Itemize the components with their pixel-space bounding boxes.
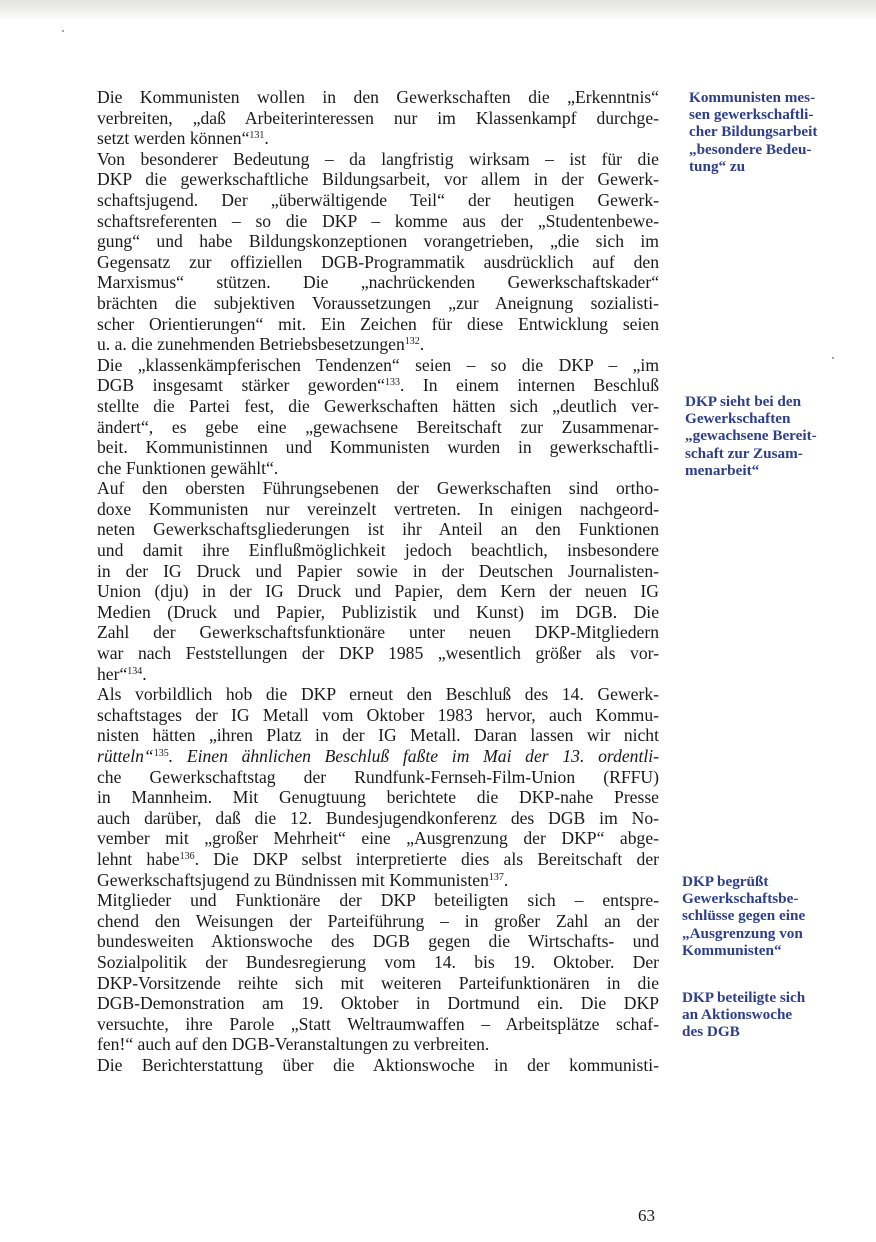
- paragraph: [97, 355, 659, 479]
- footnote-ref: 137: [488, 871, 504, 883]
- text-line: [97, 664, 659, 685]
- text-line: [97, 375, 659, 396]
- margin-note-line: DKP sieht bei den: [685, 393, 802, 410]
- margin-note-line: Kommunisten“: [682, 941, 782, 959]
- text-line: brächten die subjektiven Voraussetzungen „zur Aneignung sozialisti-: [97, 292, 659, 313]
- scan-speck: [62, 30, 64, 32]
- text-line: Mitglieder und Funktionäre der DKP beteiligten sich – entspre-: [97, 890, 659, 911]
- page-top-shadow: [0, 0, 876, 22]
- text-line: DKP die gewerkschaftliche Bildungsarbeit, vor allem in der Gewerk-: [97, 169, 659, 190]
- margin-note-line: DKP beteiligte sich: [682, 989, 806, 1006]
- text-line: Die „klassenkämpferischen Tendenzen“ seien – so die DKP – „im: [97, 354, 659, 375]
- text-fragment: .: [264, 128, 269, 149]
- text-line: fen!“ auch auf den DGB-Veranstaltungen zu verbreiten.: [97, 1034, 490, 1055]
- text-line: [97, 870, 659, 891]
- text-line: beit. Kommunistinnen und Kommunisten wurden in gewerkschaftli-: [97, 437, 659, 458]
- text-line: auch darüber, daß die 12. Bundesjugendkonferenz des DGB im No-: [97, 807, 659, 828]
- text-line: Von besonderer Bedeutung – da langfristig wirksam – ist für die: [97, 148, 659, 169]
- text-line: Zahl der Gewerkschaftsfunktionäre unter neuen DKP-Mitgliedern: [97, 622, 659, 643]
- text-line: schaftstages der IG Metall vom Oktober 1983 hervor, auch Kommu-: [97, 704, 659, 725]
- text-line: che Gewerkschaftstag der Rundfunk-Fernseh-Film-Union (RFFU): [97, 766, 659, 787]
- text-line: schaftsjugend. Der „überwältigende Teil“ der heutigen Gewerk-: [97, 189, 659, 210]
- text-line: vember mit „großer Mehrheit“ eine „Ausgrenzung der DKP“ abge-: [97, 828, 659, 849]
- margin-note-line: an Aktionswoche: [682, 1006, 793, 1024]
- text-fragment: her“: [97, 663, 128, 684]
- text-line: Als vorbildlich hob die DKP erneut den Beschluß des 14. Gewerk-: [97, 684, 659, 705]
- margin-note: [682, 989, 805, 1041]
- paragraph: [97, 1055, 659, 1076]
- text-fragment: .: [142, 663, 147, 684]
- text-line: scher Orientierungen“ mit. Ein Zeichen für diese Entwicklung seien: [97, 313, 659, 334]
- text-fragment: rütteln“: [97, 746, 154, 766]
- margin-note-line: „gewachsene Bereit-: [685, 427, 817, 445]
- text-line: Union (dju) in der IG Druck und Papier, dem Kern der neuen IG: [97, 581, 659, 602]
- text-fragment: . In einem internen Beschluß: [399, 375, 659, 396]
- margin-note-line: Kommunisten mes-: [689, 89, 816, 106]
- text-fragment: . Die DKP selbst interpretierte dies als Bereitschaft der: [194, 848, 659, 869]
- paragraph: [97, 478, 659, 684]
- text-line: Gegensatz zur offiziellen DGB-Programmatik ausdrücklich auf den: [97, 251, 659, 272]
- text-line: doxe Kommunisten nur vereinzelt vertreten. In einigen nachgeord-: [97, 498, 659, 519]
- margin-note-line: DKP begrüßt: [682, 873, 769, 890]
- margin-note-line: Gewerkschaftsbe-: [682, 890, 799, 908]
- margin-note: [682, 873, 805, 959]
- paragraph: [97, 890, 659, 1055]
- text-line: che Funktionen gewählt“.: [97, 457, 279, 478]
- text-line: Marxismus“ stützen. Die „nachrückenden Gewerkschaftskader“: [97, 272, 659, 293]
- page-number: 63: [638, 1206, 655, 1225]
- text-line: [97, 849, 659, 870]
- text-fragment: u. a. die zunehmenden Betriebsbesetzungen: [97, 334, 405, 355]
- text-line: Auf den obersten Führungsebenen der Gewerkschaften sind ortho-: [97, 478, 659, 499]
- text-line: ändert“, es gebe eine „gewachsene Bereitschaft zur Zusammenar-: [97, 416, 659, 437]
- margin-note-line: schaft zur Zusam-: [685, 444, 803, 462]
- paragraph: [97, 684, 659, 890]
- margin-note-line: „Ausgrenzung von: [682, 924, 803, 942]
- text-line: [97, 128, 659, 149]
- margin-note-line: menarbeit“: [685, 461, 760, 479]
- text-fragment: Gewerkschaftsjugend zu Bündnissen mit Kommunisten: [97, 869, 489, 890]
- text-line: chend den Weisungen der Parteiführung – in großer Zahl an der: [97, 910, 659, 931]
- text-line: bundesweiten Aktionswoche des DGB gegen die Wirtschafts- und: [97, 931, 659, 952]
- margin-note-line: „besondere Bedeu-: [689, 140, 812, 158]
- text-line: war nach Feststellungen der DKP 1985 „wesentlich größer als vor-: [97, 643, 659, 664]
- footnote-ref: 131: [249, 130, 265, 142]
- scan-speck: [832, 357, 834, 359]
- text-line: nisten hätten „ihren Platz in der IG Metall. Daran lassen wir nicht: [97, 725, 659, 746]
- footnote-ref: 135: [153, 748, 169, 759]
- paragraph: [97, 149, 659, 355]
- margin-note-line: tung“ zu: [689, 157, 746, 175]
- paragraph: [97, 87, 659, 149]
- text-fragment: .: [419, 334, 425, 355]
- text-fragment: .: [503, 869, 509, 890]
- text-line: in der IG Druck und Papier sowie in der Deutschen Journalisten-: [97, 560, 659, 581]
- margin-note-line: cher Bildungsarbeit: [689, 123, 818, 141]
- text-line: stellte die Partei fest, die Gewerkschaften hätten sich „deutlich ver-: [97, 395, 659, 416]
- text-line: Die Berichterstattung über die Aktionswoche in der kommunisti-: [97, 1054, 659, 1075]
- text-line: gung“ und habe Bildungskonzeptionen vorangetrieben, „die sich im: [97, 231, 659, 252]
- text-line: DGB-Demonstration am 19. Oktober in Dortmund ein. Die DKP: [97, 993, 659, 1014]
- footnote-ref: 133: [384, 377, 400, 389]
- footnote-ref: 134: [127, 665, 143, 677]
- text-line: Sozialpolitik der Bundesregierung vom 14. bis 19. Oktober. Der: [97, 951, 659, 972]
- text-line: verbreiten, „daß Arbeiterinteressen nur im Klassenkampf durchge-: [97, 107, 659, 128]
- margin-note-line: Gewerkschaften: [685, 410, 791, 428]
- footnote-ref: 136: [179, 850, 195, 862]
- text-line: versuchte, ihre Parole „Statt Weltraumwaffen – Arbeitsplätze schaf-: [97, 1013, 659, 1034]
- text-line: schaftsreferenten – so die DKP – komme aus der „Studentenbewe-: [97, 210, 659, 231]
- text-line: Die Kommunisten wollen in den Gewerkschaften die „Erkenntnis“: [97, 87, 659, 107]
- text-fragment: DGB insgesamt stärker geworden“: [97, 375, 385, 396]
- margin-note-line: des DGB: [682, 1023, 740, 1041]
- margin-note: [685, 393, 817, 479]
- text-line: neten Gewerkschaftsgliederungen ist ihr Anteil an den Funktionen: [97, 519, 659, 540]
- margin-note-line: sen gewerkschaftli-: [689, 106, 814, 124]
- text-line: Medien (Druck und Papier, Publizistik und Kunst) im DGB. Die: [97, 601, 659, 622]
- body-text: [97, 87, 659, 1076]
- text-fragment: . Einen ähnlichen Beschluß faßte im Mai der 13. ordentli-: [168, 746, 659, 766]
- text-fragment: lehnt habe: [97, 848, 180, 869]
- text-line: [97, 746, 659, 767]
- text-line: [97, 334, 659, 355]
- text-line: DKP-Vorsitzende reihte sich mit weiteren Parteifunktionären in die: [97, 972, 659, 993]
- margin-note-line: schlüsse gegen eine: [682, 907, 806, 925]
- text-line: und damit ihre Einflußmöglichkeit jedoch beachtlich, insbesondere: [97, 540, 659, 561]
- margin-note: [689, 89, 817, 175]
- footnote-ref: 132: [404, 336, 420, 348]
- text-fragment: setzt werden können“: [97, 128, 250, 149]
- text-line: in Mannheim. Mit Genugtuung berichtete die DKP-nahe Presse: [97, 787, 659, 808]
